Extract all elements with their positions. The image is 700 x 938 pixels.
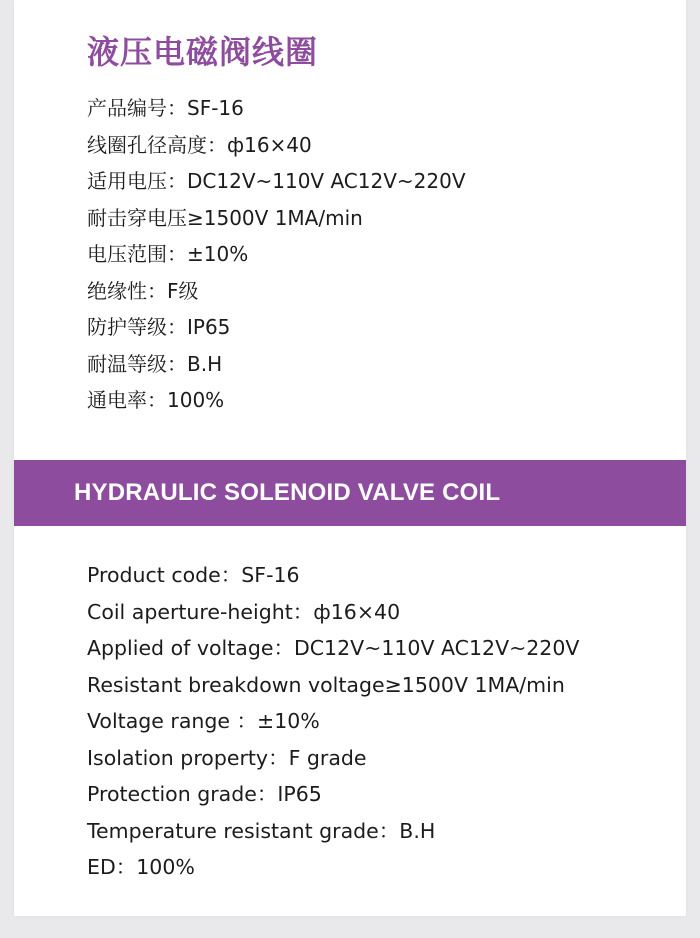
spec-voltage-range-cn: 电压范围：±10% xyxy=(87,242,249,266)
english-spec-list xyxy=(87,557,579,886)
spec-isolation-en: Isolation property：F grade xyxy=(87,745,367,770)
english-title-band xyxy=(14,460,686,526)
spec-temperature-grade-en: Temperature resistant grade：B.H xyxy=(87,818,436,843)
spec-applied-voltage-en: Applied of voltage：DC12V~110V AC12V~220V xyxy=(87,636,580,660)
spec-applied-voltage-cn: 适用电压：DC12V~110V AC12V~220V xyxy=(87,169,466,193)
spec-insulation-cn: 绝缘性：F级 xyxy=(87,278,199,303)
spec-breakdown-voltage-cn: 耐击穿电压≥1500V 1MA/min xyxy=(87,205,363,230)
spec-duty-cycle-en: ED：100% xyxy=(87,855,195,879)
spec-sheet xyxy=(14,0,686,916)
spec-temperature-grade-cn: 耐温等级：B.H xyxy=(87,351,223,376)
spec-product-code-cn: 产品编号：SF-16 xyxy=(87,96,244,120)
spec-coil-aperture-en: Coil aperture-height：ф16×40 xyxy=(87,599,401,624)
spec-breakdown-voltage-en: Resistant breakdown voltage≥1500V 1MA/min xyxy=(87,672,565,697)
spec-protection-grade-cn: 防护等级：IP65 xyxy=(87,315,231,339)
chinese-title: 液压电磁阀线圈 xyxy=(87,33,319,71)
chinese-spec-list xyxy=(87,90,466,419)
english-title: HYDRAULIC SOLENOID VALVE COIL xyxy=(74,479,501,506)
spec-coil-aperture-cn: 线圈孔径高度：ф16×40 xyxy=(87,132,312,157)
spec-product-code-en: Product code：SF-16 xyxy=(87,563,300,587)
spec-protection-grade-en: Protection grade：IP65 xyxy=(87,782,322,806)
spec-voltage-range-en: Voltage range ：±10% xyxy=(87,709,320,733)
spec-duty-cycle-cn: 通电率：100% xyxy=(87,388,225,412)
